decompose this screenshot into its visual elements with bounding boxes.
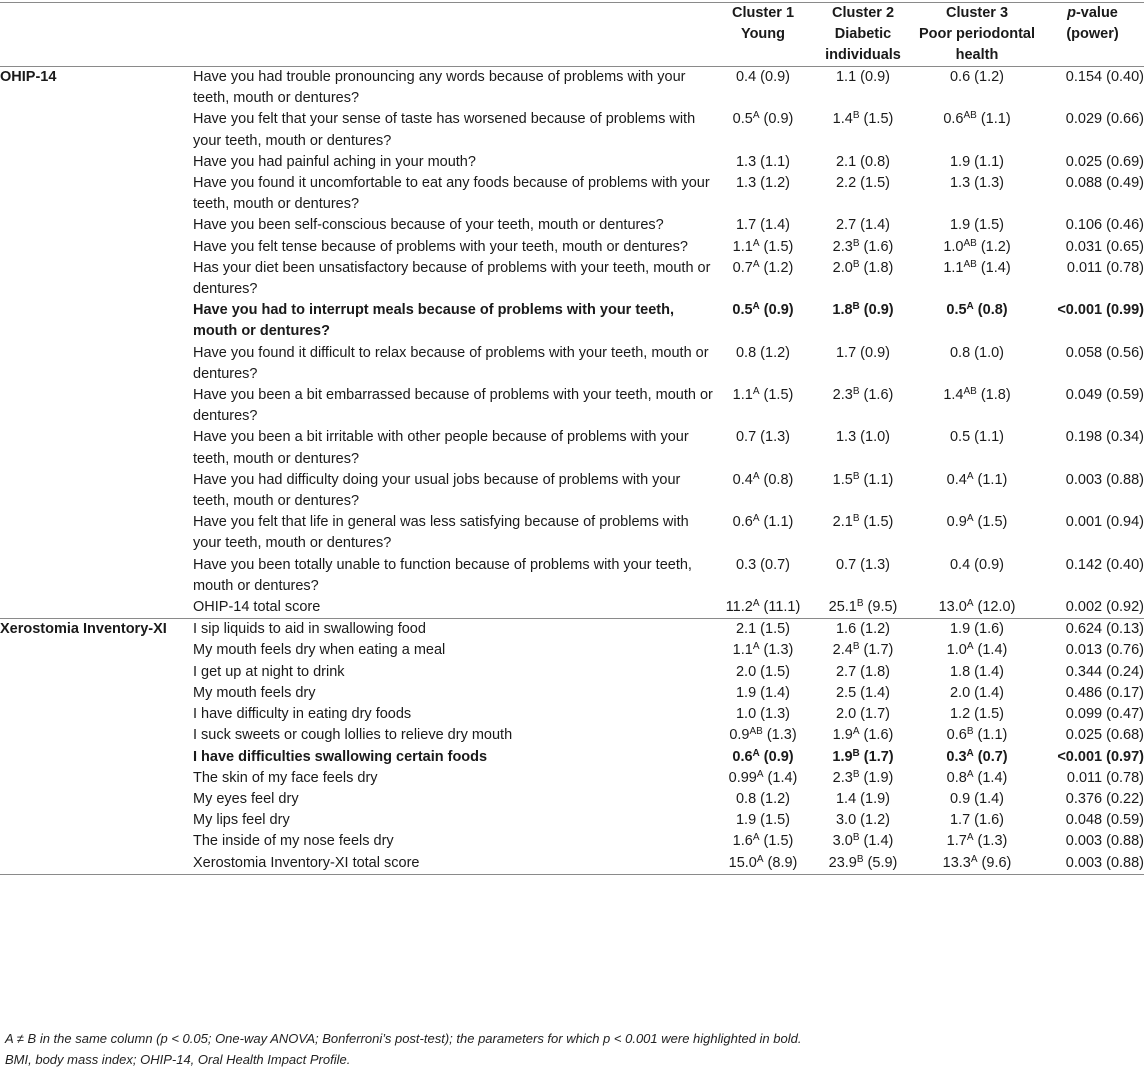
- cluster-2-value: 1.7 (0.9): [835, 344, 890, 361]
- p-value-cell: <0.001 (0.97): [1057, 748, 1144, 765]
- table-row: [0, 258, 1144, 300]
- cluster-1-value: 0.8 (1.2): [735, 790, 790, 807]
- significance-letter: A: [752, 832, 760, 844]
- results-table: [0, 2, 1144, 875]
- p-value-cell: 0.011 (0.78): [1066, 769, 1144, 786]
- p-value-cell: 0.344 (0.24): [1065, 663, 1144, 680]
- group-label: [0, 810, 193, 831]
- cluster-2-value: $1.9^A$ (1.6): [832, 726, 894, 744]
- p-value-cell: 0.058 (0.56): [1065, 344, 1144, 361]
- cluster-3-value: 1.9 (1.6): [913, 619, 1041, 641]
- cluster-3-value: $0.6^{AB}$ (1.1): [943, 110, 1011, 128]
- significance-letter: B: [852, 641, 860, 653]
- significance-letter: A: [756, 768, 764, 780]
- question-cell: Have you found it uncomfortable to eat any foods because of problems with your teeth, mouth or dentures?: [193, 175, 710, 213]
- p-value-cell: 0.486 (0.17): [1065, 684, 1144, 701]
- significance-letter: A: [752, 470, 760, 482]
- group-label: [0, 768, 193, 789]
- significance-letter: B: [852, 301, 860, 313]
- cluster-2-value: $1.9^B$ (1.7): [832, 747, 894, 765]
- cluster-2-value: $2.1^B$ (1.5): [832, 513, 894, 531]
- cluster-2-value: 2.2 (1.5): [835, 175, 890, 192]
- cluster-3-value: 1.8 (1.4): [949, 663, 1004, 680]
- p-value-cell: 0.011 (0.78): [1066, 259, 1144, 276]
- p-value-cell: <0.001 (0.99): [1057, 302, 1144, 319]
- cluster-3-value: $1.0^{AB}$ (1.2): [943, 237, 1011, 255]
- question-cell: I have difficulties swallowing certain foods: [193, 748, 488, 765]
- footnote-abbreviations: BMI, body mass index; OHIP-14, Oral Health Impact Profile.: [5, 1052, 351, 1067]
- cluster-3-value: $1.0^A$ (1.4): [946, 641, 1008, 659]
- group-label: [0, 152, 193, 173]
- cluster-1-value: 1.7 (1.4): [735, 217, 790, 234]
- cluster-3-value: 1.2 (1.5): [949, 706, 1004, 723]
- significance-letter: A: [966, 832, 974, 844]
- p-value-cell: 0.624 (0.13): [1041, 619, 1144, 641]
- cluster-1-value: $11.2^A$ (11.1): [725, 598, 801, 616]
- header-cluster-1: Cluster 1 Young: [713, 3, 813, 67]
- group-label: [0, 747, 193, 768]
- table-row: [0, 343, 1144, 385]
- cluster-2-value: $3.0^B$ (1.4): [832, 832, 894, 850]
- cluster-2-value: 0.7 (1.3): [835, 556, 890, 573]
- group-label: Xerostomia Inventory-XI: [0, 619, 193, 641]
- table-row: [0, 512, 1144, 554]
- table-row: [0, 789, 1144, 810]
- significance-letter: A: [752, 301, 760, 313]
- table-row: [0, 237, 1144, 258]
- significance-letter: A: [966, 513, 974, 525]
- cluster-3-value: 0.9 (1.4): [949, 790, 1004, 807]
- table-row: [0, 662, 1144, 683]
- cluster-1-value: 2.1 (1.5): [713, 619, 813, 641]
- table-row: [0, 768, 1144, 789]
- significance-letter: A: [752, 598, 760, 610]
- table-row: [0, 831, 1144, 852]
- significance-letter: B: [852, 258, 860, 270]
- question-cell: Have you felt that your sense of taste has worsened because of problems with your teeth, mouth or dentures?: [193, 111, 696, 149]
- p-value-cell: 0.142 (0.40): [1065, 556, 1144, 573]
- cluster-1-value: $0.5^A$ (0.9): [732, 301, 794, 319]
- significance-letter: A: [752, 641, 760, 653]
- question-cell: My lips feel dry: [193, 812, 290, 829]
- cluster-3-value: 1.9 (1.1): [949, 153, 1004, 170]
- header-row: [0, 3, 1144, 67]
- group-label: [0, 215, 193, 236]
- cluster-2-value: $2.3^B$ (1.6): [832, 386, 894, 404]
- group-label: [0, 427, 193, 469]
- question-cell: The skin of my face feels dry: [193, 769, 378, 786]
- cluster-1-value: $0.6^A$ (1.1): [732, 513, 794, 531]
- table-row: [0, 215, 1144, 236]
- group-label: [0, 555, 193, 597]
- significance-letter: A: [852, 726, 860, 738]
- question-cell: Xerostomia Inventory-XI total score: [193, 853, 713, 875]
- significance-letter: A: [970, 853, 978, 865]
- cluster-1-value: 1.9 (1.5): [735, 812, 790, 829]
- significance-letter: AB: [963, 237, 977, 249]
- significance-letter: B: [852, 386, 860, 398]
- significance-letter: B: [852, 832, 860, 844]
- group-label: [0, 597, 193, 619]
- question-cell: Have you had difficulty doing your usual jobs because of problems with your teeth, mouth or dentures?: [193, 471, 681, 510]
- question-cell: Have you felt tense because of problems with your teeth, mouth or dentures?: [193, 238, 688, 255]
- significance-letter: B: [856, 853, 864, 865]
- cluster-3-value: $13.0^A$ (12.0): [938, 598, 1016, 616]
- significance-letter: AB: [749, 726, 763, 738]
- table-row: [0, 300, 1144, 342]
- significance-letter: A: [756, 853, 764, 865]
- cluster-2-value: $1.8^B$ (0.9): [832, 301, 894, 319]
- cluster-3-value: 2.0 (1.4): [949, 684, 1004, 701]
- question-cell: I suck sweets or cough lollies to relieve dry mouth: [193, 727, 513, 744]
- header-p-value: p-value (power): [1041, 3, 1144, 67]
- table-body: [0, 67, 1144, 875]
- cluster-1-value: $1.1^A$ (1.5): [732, 386, 794, 404]
- p-value-cell: 0.003 (0.88): [1065, 833, 1144, 850]
- significance-letter: B: [852, 768, 860, 780]
- question-cell: Have you been a bit embarrassed because of problems with your teeth, mouth or dentures?: [193, 387, 713, 425]
- p-value-cell: 0.002 (0.92): [1065, 599, 1144, 616]
- question-cell: My mouth feels dry: [193, 684, 316, 701]
- significance-letter: A: [752, 258, 760, 270]
- cluster-2-value: $2.0^B$ (1.8): [832, 258, 894, 276]
- question-cell: Have you been self-conscious because of your teeth, mouth or dentures?: [193, 217, 664, 234]
- significance-letter: A: [966, 301, 974, 313]
- table-row: [0, 725, 1144, 746]
- significance-letter: A: [752, 386, 760, 398]
- group-label: [0, 831, 193, 852]
- p-value-cell: 0.154 (0.40): [1065, 69, 1144, 85]
- group-label: [0, 173, 193, 215]
- p-value-cell: 0.029 (0.66): [1065, 111, 1144, 128]
- cluster-1-value: 1.9 (1.4): [735, 684, 790, 701]
- significance-letter: B: [852, 470, 860, 482]
- significance-letter: AB: [963, 386, 977, 398]
- cluster-1-value: $1.1^A$ (1.5): [732, 237, 794, 255]
- cluster-2-value: 2.1 (0.8): [835, 153, 890, 170]
- group-label: [0, 512, 193, 554]
- group-label: [0, 258, 193, 300]
- cluster-1-value: $15.0^A$ (8.9): [713, 853, 813, 875]
- cluster-2-value: 1.3 (1.0): [835, 429, 890, 446]
- cluster-3-value: $0.3^A$ (0.7): [946, 747, 1008, 765]
- significance-letter: B: [852, 110, 860, 122]
- p-value-cell: 0.099 (0.47): [1065, 706, 1144, 723]
- p-value-cell: 0.013 (0.76): [1065, 642, 1144, 659]
- header-empty-group: [0, 3, 193, 67]
- cluster-3-value: 0.4 (0.9): [949, 556, 1004, 573]
- cluster-1-value: 0.8 (1.2): [735, 344, 790, 361]
- p-value-cell: 0.003 (0.88): [1065, 471, 1144, 488]
- question-cell: Have you had to interrupt meals because of problems with your teeth, mouth or dentures?: [193, 302, 675, 340]
- cluster-3-value: $1.7^A$ (1.3): [946, 832, 1008, 850]
- question-cell: Has your diet been unsatisfactory because of problems with your teeth, mouth or dentures?: [193, 259, 711, 298]
- cluster-1-value: $0.99^A$ (1.4): [728, 768, 798, 786]
- question-cell: OHIP-14 total score: [193, 599, 321, 616]
- cluster-3-value: 0.6 (1.2): [949, 69, 1004, 85]
- p-value-cell: 0.198 (0.34): [1065, 429, 1144, 446]
- table-row: [0, 555, 1144, 597]
- table-row: [0, 152, 1144, 173]
- cluster-1-value: $0.9^{AB}$ (1.3): [729, 726, 797, 744]
- cluster-3-value: $0.5^A$ (0.8): [946, 301, 1008, 319]
- table-row: [0, 747, 1144, 768]
- cluster-1-value: 1.0 (1.3): [735, 706, 790, 723]
- cluster-3-value: $1.1^{AB}$ (1.4): [943, 258, 1011, 276]
- table-row: [0, 470, 1144, 512]
- header-cluster-2: Cluster 2 Diabetic individuals: [813, 3, 913, 67]
- cluster-2-value: $1.5^B$ (1.1): [832, 470, 894, 488]
- cluster-2-value: $2.3^B$ (1.9): [832, 768, 894, 786]
- significance-letter: B: [852, 513, 860, 525]
- table-row: [0, 704, 1144, 725]
- significance-letter: A: [752, 110, 760, 122]
- table-row: [0, 683, 1144, 704]
- footnote-significance: A ≠ B in the same column (p < 0.05; One-way ANOVA; Bonferroni’s post-test); the parameters for which p < 0.001 were highlighted in bold.: [5, 1031, 802, 1046]
- group-label: [0, 343, 193, 385]
- cluster-2-value: $2.4^B$ (1.7): [832, 641, 894, 659]
- table-row: [0, 619, 1144, 641]
- cluster-1-value: $0.4^A$ (0.8): [732, 470, 794, 488]
- question-cell: The inside of my nose feels dry: [193, 833, 394, 850]
- cluster-3-value: 1.7 (1.6): [949, 812, 1004, 829]
- significance-letter: B: [852, 747, 860, 759]
- group-label: [0, 237, 193, 258]
- significance-letter: A: [966, 598, 974, 610]
- p-value-cell: 0.106 (0.46): [1065, 217, 1144, 234]
- cluster-3-value: $0.4^A$ (1.1): [946, 470, 1008, 488]
- cluster-2-value: 2.5 (1.4): [835, 684, 890, 701]
- table-row: [0, 385, 1144, 427]
- significance-letter: B: [856, 598, 864, 610]
- cluster-1-value: 1.3 (1.2): [735, 175, 790, 192]
- group-label: [0, 704, 193, 725]
- question-cell: My mouth feels dry when eating a meal: [193, 642, 446, 659]
- significance-letter: AB: [963, 258, 977, 270]
- cluster-1-value: 1.3 (1.1): [735, 153, 790, 170]
- cluster-3-value: 1.9 (1.5): [949, 217, 1004, 234]
- cluster-1-value: 2.0 (1.5): [735, 663, 790, 680]
- cluster-1-value: 0.7 (1.3): [735, 429, 790, 446]
- cluster-2-value: 1.6 (1.2): [813, 619, 913, 641]
- cluster-3-value: $0.6^B$ (1.1): [946, 726, 1008, 744]
- cluster-3-value: 0.8 (1.0): [949, 344, 1004, 361]
- cluster-2-value: $2.3^B$ (1.6): [832, 237, 894, 255]
- group-label: [0, 109, 193, 151]
- significance-letter: A: [752, 747, 760, 759]
- p-value-cell: 0.001 (0.94): [1065, 514, 1144, 531]
- p-value-cell: 0.025 (0.68): [1065, 727, 1144, 744]
- cluster-1-value: $1.1^A$ (1.3): [732, 641, 794, 659]
- table-row: [0, 853, 1144, 875]
- significance-letter: A: [752, 513, 760, 525]
- cluster-1-value: $0.6^A$ (0.9): [732, 747, 794, 765]
- group-label: [0, 683, 193, 704]
- group-label: [0, 725, 193, 746]
- cluster-3-value: $0.9^A$ (1.5): [946, 513, 1008, 531]
- question-cell: My eyes feel dry: [193, 790, 299, 807]
- group-label: [0, 662, 193, 683]
- p-value-cell: 0.376 (0.22): [1065, 790, 1144, 807]
- group-label: [0, 300, 193, 342]
- cluster-1-value: 0.4 (0.9): [735, 69, 790, 85]
- cluster-1-value: $1.6^A$ (1.5): [732, 832, 794, 850]
- cluster-2-value: 2.0 (1.7): [835, 706, 890, 723]
- table-footnotes: [5, 1028, 1135, 1070]
- p-value-cell: 0.025 (0.69): [1065, 153, 1144, 170]
- cluster-2-value: $25.1^B$ (9.5): [828, 598, 898, 616]
- cluster-3-value: $0.8^A$ (1.4): [946, 768, 1008, 786]
- cluster-3-value: $13.3^A$ (9.6): [913, 853, 1041, 875]
- cluster-2-value: 2.7 (1.4): [835, 217, 890, 234]
- group-label: [0, 853, 193, 875]
- significance-letter: B: [966, 726, 974, 738]
- cluster-2-value: 2.7 (1.8): [835, 663, 890, 680]
- table-row: [0, 597, 1144, 619]
- header-empty-question: [193, 3, 713, 67]
- cluster-2-value: $23.9^B$ (5.9): [813, 853, 913, 875]
- question-cell: Have you found it difficult to relax because of problems with your teeth, mouth or dentures?: [193, 344, 709, 382]
- cluster-2-value: 1.4 (1.9): [835, 790, 890, 807]
- cluster-3-value: 1.3 (1.3): [949, 175, 1004, 192]
- cluster-1-value: $0.5^A$ (0.9): [732, 110, 794, 128]
- question-cell: Have you had painful aching in your mouth?: [193, 153, 476, 170]
- question-cell: I have difficulty in eating dry foods: [193, 706, 412, 723]
- question-cell: Have you been totally unable to function because of problems with your teeth, mouth or dentures?: [193, 556, 692, 594]
- header-cluster-3: Cluster 3 Poor periodontal health: [913, 3, 1041, 67]
- group-label: OHIP-14: [0, 69, 57, 85]
- significance-letter: A: [966, 470, 974, 482]
- cluster-1-value: $0.7^A$ (1.2): [732, 258, 794, 276]
- group-label: [0, 789, 193, 810]
- significance-letter: A: [966, 641, 974, 653]
- p-value-cell: 0.031 (0.65): [1065, 238, 1144, 255]
- question-cell: I sip liquids to aid in swallowing food: [193, 619, 713, 641]
- significance-letter: A: [966, 768, 974, 780]
- significance-letter: AB: [963, 110, 977, 122]
- cluster-2-value: $1.4^B$ (1.5): [832, 110, 894, 128]
- table-row: [0, 109, 1144, 151]
- group-label: [0, 470, 193, 512]
- p-value-cell: 0.049 (0.59): [1065, 387, 1144, 404]
- table-row: [0, 67, 1144, 110]
- table-row: [0, 173, 1144, 215]
- question-cell: Have you felt that life in general was less satisfying because of problems with your teeth, mouth or dentures?: [193, 514, 689, 552]
- question-cell: I get up at night to drink: [193, 663, 345, 680]
- table-row: [0, 640, 1144, 661]
- p-value-cell: 0.088 (0.49): [1065, 175, 1144, 192]
- group-label: [0, 385, 193, 427]
- cluster-3-value: $1.4^{AB}$ (1.8): [943, 386, 1011, 404]
- question-cell: Have you had trouble pronouncing any words because of problems with your teeth, mouth or dentures?: [193, 69, 686, 107]
- group-label: [0, 640, 193, 661]
- p-value-cell: 0.048 (0.59): [1065, 812, 1144, 829]
- question-cell: Have you been a bit irritable with other people because of problems with your teeth, mouth or dentures?: [193, 429, 689, 467]
- significance-letter: B: [852, 237, 860, 249]
- table-row: [0, 810, 1144, 831]
- significance-letter: A: [752, 237, 760, 249]
- cluster-3-value: 0.5 (1.1): [949, 429, 1004, 446]
- table-row: [0, 427, 1144, 469]
- significance-letter: A: [966, 747, 974, 759]
- p-value-cell: 0.003 (0.88): [1041, 853, 1144, 875]
- cluster-2-value: 1.1 (0.9): [835, 69, 890, 85]
- cluster-1-value: 0.3 (0.7): [735, 556, 790, 573]
- cluster-2-value: 3.0 (1.2): [835, 812, 890, 829]
